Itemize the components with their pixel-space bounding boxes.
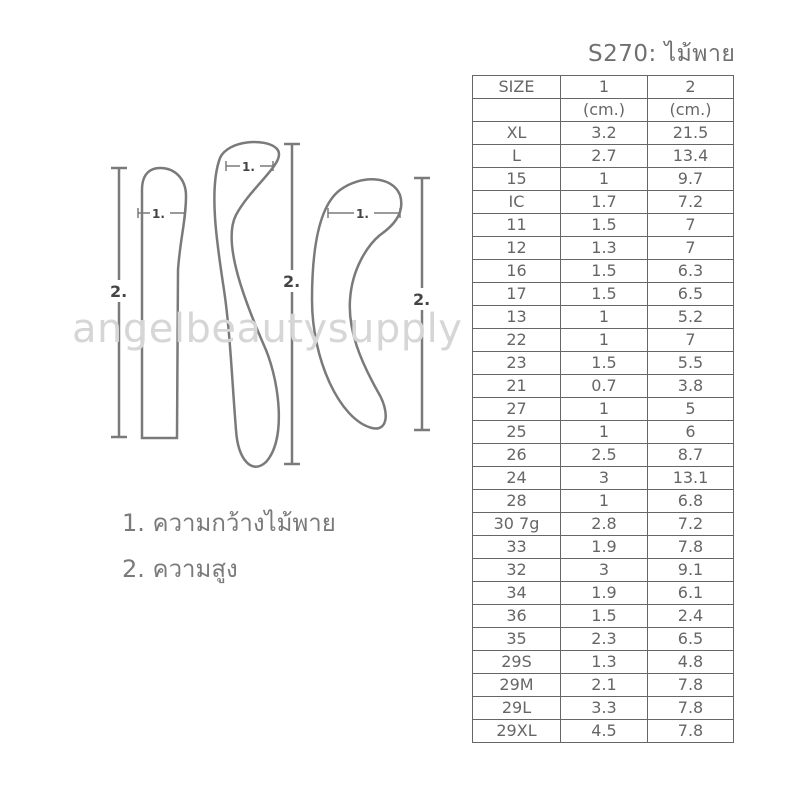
cell-height: 7.8: [648, 674, 734, 697]
unit-row: [473, 99, 734, 122]
cell-width: 1: [561, 398, 648, 421]
cell-size: 29S: [473, 651, 561, 674]
cell-width: 1.5: [561, 283, 648, 306]
cell-size: 30 7g: [473, 513, 561, 536]
height-label-2: 2.: [283, 272, 301, 291]
table-body: [473, 122, 734, 743]
cell-width: 3.3: [561, 697, 648, 720]
table-row: [473, 674, 734, 697]
cell-height: 6: [648, 421, 734, 444]
cell-width: 1.3: [561, 237, 648, 260]
table-row: [473, 536, 734, 559]
legend-height: 2. ความสูง: [122, 555, 238, 583]
table-row: [473, 421, 734, 444]
cell-width: 3: [561, 559, 648, 582]
cell-width: 1: [561, 306, 648, 329]
table-row: [473, 283, 734, 306]
cell-width: 2.3: [561, 628, 648, 651]
table-row: [473, 260, 734, 283]
cell-size: 35: [473, 628, 561, 651]
height-bracket-1: [111, 168, 127, 437]
table-row: [473, 398, 734, 421]
size-table: [472, 75, 734, 743]
cell-width: 3.2: [561, 122, 648, 145]
product-title: S270: ไม้พาย: [588, 41, 736, 67]
cell-size: 22: [473, 329, 561, 352]
table-row: [473, 306, 734, 329]
table-row: [473, 490, 734, 513]
cell-height: 5.5: [648, 352, 734, 375]
cell-size: 27: [473, 398, 561, 421]
cell-height: 4.8: [648, 651, 734, 674]
cell-height: 7.8: [648, 536, 734, 559]
cell-width: 1: [561, 329, 648, 352]
table-row: [473, 559, 734, 582]
cell-height: 5.2: [648, 306, 734, 329]
legend-width: 1. ความกว้างไม้พาย: [122, 509, 336, 537]
cell-size: 25: [473, 421, 561, 444]
cell-size: 17: [473, 283, 561, 306]
table-row: [473, 444, 734, 467]
table-row: [473, 214, 734, 237]
cell-height: 3.8: [648, 375, 734, 398]
cell-width: 1.9: [561, 536, 648, 559]
cell-size: 11: [473, 214, 561, 237]
table-row: [473, 582, 734, 605]
header-row: [473, 76, 734, 99]
cell-height: 13.4: [648, 145, 734, 168]
cell-width: 1.5: [561, 214, 648, 237]
table-row: [473, 697, 734, 720]
height-label-1: 2.: [110, 282, 128, 301]
watermark: angelbeautysupply: [72, 306, 463, 352]
cell-width: 3: [561, 467, 648, 490]
cell-size: 16: [473, 260, 561, 283]
unit-col-1: (cm.): [561, 99, 648, 122]
cell-size: 34: [473, 582, 561, 605]
cell-size: 13: [473, 306, 561, 329]
cell-width: 1: [561, 421, 648, 444]
table-row: [473, 191, 734, 214]
cell-height: 7: [648, 329, 734, 352]
unit-col-2: (cm.): [648, 99, 734, 122]
cell-size: 29L: [473, 697, 561, 720]
height-label-3: 2.: [413, 290, 431, 309]
table-row: [473, 467, 734, 490]
cell-height: 6.5: [648, 283, 734, 306]
cell-size: 26: [473, 444, 561, 467]
cell-size: 21: [473, 375, 561, 398]
cell-size: 15: [473, 168, 561, 191]
spatula-s-curve-outline: [214, 142, 279, 467]
cell-width: 4.5: [561, 720, 648, 743]
cell-height: 9.1: [648, 559, 734, 582]
header-col-2: 2: [648, 76, 734, 99]
table-row: [473, 720, 734, 743]
cell-size: 23: [473, 352, 561, 375]
cell-height: 21.5: [648, 122, 734, 145]
unit-size: [473, 99, 561, 122]
cell-size: L: [473, 145, 561, 168]
cell-size: 29M: [473, 674, 561, 697]
cell-size: XL: [473, 122, 561, 145]
table-row: [473, 329, 734, 352]
cell-width: 1.9: [561, 582, 648, 605]
cell-size: 32: [473, 559, 561, 582]
cell-height: 6.1: [648, 582, 734, 605]
cell-width: 2.8: [561, 513, 648, 536]
cell-size: 12: [473, 237, 561, 260]
cell-width: 2.5: [561, 444, 648, 467]
cell-height: 9.7: [648, 168, 734, 191]
cell-height: 7.2: [648, 513, 734, 536]
cell-width: 1: [561, 490, 648, 513]
cell-size: 24: [473, 467, 561, 490]
table-row: [473, 168, 734, 191]
cell-height: 7: [648, 237, 734, 260]
cell-size: 28: [473, 490, 561, 513]
cell-height: 7.2: [648, 191, 734, 214]
cell-width: 1.5: [561, 605, 648, 628]
cell-width: 1.5: [561, 260, 648, 283]
table-row: [473, 628, 734, 651]
cell-size: IC: [473, 191, 561, 214]
header-size: SIZE: [473, 76, 561, 99]
cell-height: 7.8: [648, 697, 734, 720]
cell-height: 7: [648, 214, 734, 237]
cell-width: 1.3: [561, 651, 648, 674]
table-row: [473, 122, 734, 145]
cell-size: 29XL: [473, 720, 561, 743]
table-row: [473, 352, 734, 375]
cell-width: 2.7: [561, 145, 648, 168]
cell-width: 2.1: [561, 674, 648, 697]
table-row: [473, 605, 734, 628]
cell-size: 36: [473, 605, 561, 628]
cell-height: 6.8: [648, 490, 734, 513]
width-label-3: 1.: [356, 207, 369, 221]
table-row: [473, 237, 734, 260]
cell-height: 6.3: [648, 260, 734, 283]
cell-height: 2.4: [648, 605, 734, 628]
table-row: [473, 513, 734, 536]
cell-height: 6.5: [648, 628, 734, 651]
cell-height: 8.7: [648, 444, 734, 467]
table-row: [473, 145, 734, 168]
cell-height: 5: [648, 398, 734, 421]
cell-width: 1: [561, 168, 648, 191]
width-label-2: 1.: [242, 160, 255, 174]
cell-size: 33: [473, 536, 561, 559]
cell-width: 0.7: [561, 375, 648, 398]
header-col-1: 1: [561, 76, 648, 99]
table-row: [473, 375, 734, 398]
cell-height: 7.8: [648, 720, 734, 743]
width-label-1: 1.: [152, 207, 165, 221]
cell-width: 1.5: [561, 352, 648, 375]
cell-width: 1.7: [561, 191, 648, 214]
cell-height: 13.1: [648, 467, 734, 490]
table-row: [473, 651, 734, 674]
height-bracket-2: [284, 144, 300, 464]
